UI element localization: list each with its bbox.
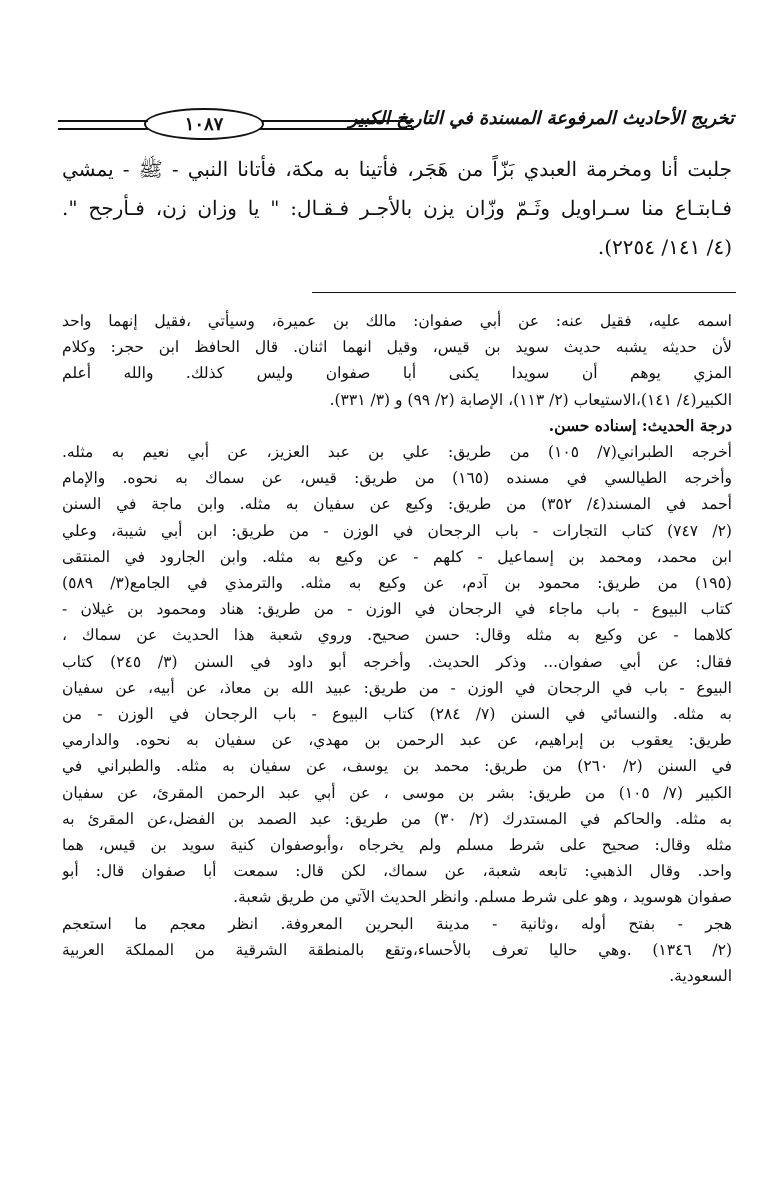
footnote-line: به مثله. والنسائي في السنن (٧/ ٢٨٤) كتاب البيوع - باب الرجحان في الوزن - من xyxy=(62,705,732,724)
main-text xyxy=(62,150,732,267)
footnote-line: وأخرجه الطيالسي في مسنده (١٦٥) من طريق: قيس، عن سماك به نحوه. والإمام xyxy=(62,469,732,488)
footnote-line: (٢/ ١٣٤٦) .وهي حاليا تعرف بالأحساء،وتقع بالمنطقة الشرقية من المملكة العربية xyxy=(62,940,732,959)
header-double-rule-left xyxy=(58,120,148,130)
header-double-rule xyxy=(258,120,414,130)
footnote-line: مثله وقال: صحيح على شرط مسلم ولم يخرجاه ،وأبوصفوان كنية سويد بن قيس، هما xyxy=(62,836,732,855)
footnote-line: في السنن (٢/ ٢٦٠) من طريق: محمد بن يوسف، عن سفيان به مثله. والطبراني في xyxy=(62,757,732,776)
main-text-line: فـابتـاع منا سـراويل وثَـمّ وزّان يزن بالأجـر فـقـال: " يا وزان زن، فـأرجح ". xyxy=(62,196,732,220)
footnote-line: ابن محمد، ومحمد بن إسماعيل - كلهم - عن وكيع به مثله. وابن الجارود في المنتقى xyxy=(62,547,732,566)
footnote-line: كلاهما - عن وكيع به مثله وقال: حسن صحيح. وروي شعبة هذا الحديث عن سماك ، xyxy=(62,626,732,645)
footnote-line: لأن حديثه يشبه حديث سويد بن قيس، وقيل انهما اثنان. قال الحافظ ابن حجر: وكلام xyxy=(62,338,732,357)
footnote-line: فقال: عن أبي صفوان... وذكر الحديث. وأخرجه أبو داود في السنن (٣/ ٢٤٥) كتاب xyxy=(62,652,732,671)
main-text-line: (٤/ ١٤١/ ٢٢٥٤). xyxy=(597,235,732,259)
footnote-line: به مثله. والحاكم في المستدرك (٢/ ٣٠) من طريق: عبد الصمد بن الفضل،عن المقرئ به xyxy=(62,809,732,828)
footnote-line: البيوع - باب في الرجحان في الوزن - من طريق: عبيد الله بن معاذ، عن أبيه، عن سفيان xyxy=(62,678,732,697)
footnote-line: المزي يوهم أن سويدا يكنى أبا صفوان وليس كذلك. والله أعلم xyxy=(62,364,732,383)
footnote-line: السعودية. xyxy=(669,967,732,986)
footnote-line: الكبير(٤/ ١٤١)،الاستيعاب (٢/ ١١٣)، الإصابة (٢/ ٩٩) و (٣/ ٣٣١). xyxy=(329,390,732,409)
footnote-line: صفوان هوسويد ، وهو على شرط مسلم. وانظر الحديث الآتي من طريق شعبة. xyxy=(233,888,732,907)
footnote-separator xyxy=(312,292,736,293)
footnote-line: (١٩٥) من طريق: محمود بن آدم، عن وكيع به مثله. والترمذي في الجامع(٣/ ٥٨٩) xyxy=(62,574,732,593)
footnote-line: اسمه عليه، فقيل عنه: عن أبي صفوان: مالك بن عميرة، وسيأتي ،فقيل إنهما واحد xyxy=(62,312,732,330)
page-header xyxy=(58,106,734,146)
main-text-line: جلبت أنا ومخرمة العبدي بَزّاً من هَجَر، فأتينا به مكة، فأتانا النبي - ﷺ - يمشي xyxy=(62,157,732,181)
footnote-line: طريق: يعقوب بن إبراهيم، عن عبد الرحمن بن مهدي، عن سفيان به نحوه. والدارمي xyxy=(62,731,732,750)
page-number: ١٠٨٧ xyxy=(144,108,264,140)
footnote-line: أخرجه الطبراني(٧/ ١٠٥) من طريق: علي بن عبد العزيز، عن أبي نعيم به مثله. xyxy=(62,443,732,462)
running-title: تخريج الأحاديث المرفوعة المسندة في التاريخ الكبير xyxy=(348,108,734,129)
footnote-line: (٢/ ٧٤٧) كتاب التجارات - باب الرجحان في الوزن - من طريق: ابن أبي شيبة، وعلي xyxy=(62,521,732,540)
footnote-line: هجر - بفتح أوله ،وثانية - مدينة البحرين المعروفة. انظر معجم ما استعجم xyxy=(62,914,732,933)
footnote-line: كتاب البيوع - باب ماجاء في الرجحان في الوزن - من طريق: هناد ومحمود بن غيلان - xyxy=(62,600,732,619)
footnote-line: أحمد في المسند(٤/ ٣٥٢) من طريق: وكيع عن سفيان به مثله. وابن ماجة في السنن xyxy=(62,495,732,514)
footnote-line: الكبير (٧/ ١٠٥) من طريق: بشر بن موسى ، عن أبي عبد الرحمن المقرئ، عن سفيان xyxy=(62,783,732,802)
footnotes xyxy=(62,308,732,989)
hadith-grade-heading: درجة الحديث: إسناده حسن. xyxy=(548,415,732,435)
footnote-line: واحد. وقال الذهبي: تابعه شعبة، عن سماك، لكن قال: سمعت أبا صفوان قال: أبو xyxy=(62,862,732,881)
